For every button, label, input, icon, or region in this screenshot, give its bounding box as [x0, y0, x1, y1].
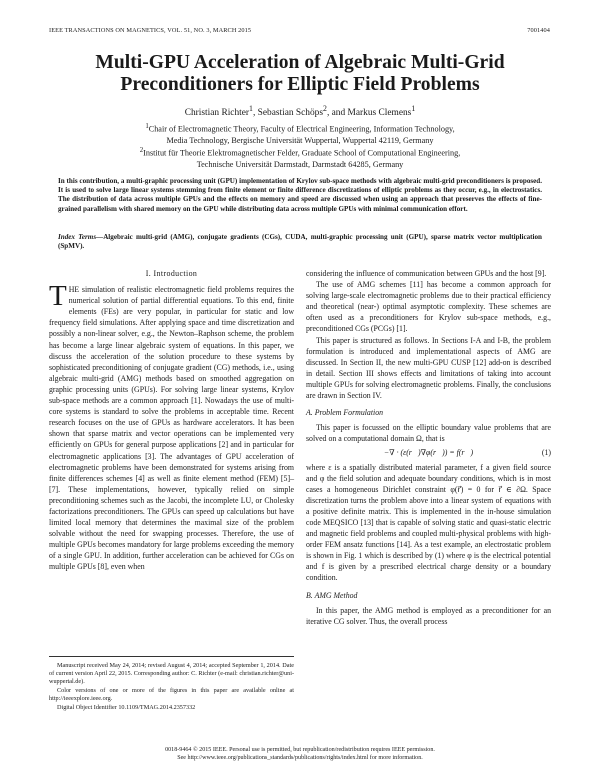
author-separator: , — [252, 108, 258, 119]
author-name: Sebastian Schöps — [257, 108, 324, 119]
affiliation-text: Institut für Theorie Elektromagnetischer Felder, Graduate School of Computational Engineering, — [143, 149, 461, 159]
equation — [306, 447, 551, 458]
index-terms-text: Algebraic multi-grid (AMG), conjugate gradients (CGs), CUDA, multi-graphic processing unit (GPU), sparse matrix vector multiplication (SpMV). — [58, 233, 542, 251]
body-paragraph: The use of AMG schemes [11] has become a common approach for solving large-scale electromagnetic problems due to their practical efficiency and theoretical (near-) optimal asymptotic complexity. These schemes are often used as a preconditioners for Krylov sub-space methods, e.g., preconditioned CGs (PCGs) [1]. — [306, 280, 551, 334]
index-terms — [58, 233, 542, 251]
body-paragraph: This paper is structured as follows. In Sections I-A and I-B, the problem formulation is introduced and implementational aspects of AMG are discussed. In Section II, the new multi-GPU CUSP [12] add-on is described in detail. Section III shows effects and limitations of taking into account multiple GPUs for solving electromagnetic problems. Finally, the conclusions are drawn in Section IV. — [306, 335, 551, 401]
author-affiliation-mark: 1 — [411, 104, 416, 113]
right-column — [306, 268, 551, 627]
author-separator: , and — [326, 108, 348, 119]
copyright-line: See http://www.ieee.org/publications_standards/publications/rights/index.html for more information. — [177, 755, 423, 762]
intro-paragraph — [49, 280, 294, 572]
affiliation-mark: 1 — [145, 123, 149, 130]
index-terms-label: Index Terms— — [58, 233, 104, 241]
article-number: 7001404 — [527, 27, 550, 34]
left-column — [49, 268, 294, 573]
subsection-heading: B. AMG Method — [306, 590, 358, 600]
affiliation-text: Chair of Electromagnetic Theory, Faculty of Electrical Engineering, Information Technology, — [148, 124, 455, 134]
body-paragraph: considering the influence of communication between GPUs and the host [9]. — [306, 269, 547, 278]
affiliation-mark: 2 — [139, 147, 144, 155]
author-list — [40, 104, 560, 118]
footnote-color: Color versions of one or more of the figures in this paper are available online at http://ieeexplore.ieee.org. — [49, 687, 294, 702]
footnote-rule — [49, 656, 294, 657]
copyright-notice — [40, 746, 560, 762]
affiliation-line: Media Technology, Bergische Universität Wuppertal, Wuppertal 42119, Germany — [166, 135, 434, 145]
abstract: In this contribution, a multi-graphic processing unit (GPU) implementation of Krylov sub-space methods with algebraic multi-grid preconditioners is proposed. It is used to solve large linear systems stemming from finite element or finite difference discretizations of elliptic problems as they occur, e.g., in electrostatics. The distribution of data across multiple GPUs and the effects on memory and speed are discussed when using an approach that preserves the effects of fine-grained parallelism with shared memory on the GPU while distributing data across multiple GPUs with minimal communication effort. — [58, 177, 542, 213]
drop-cap: T — [49, 280, 67, 313]
journal-header: IEEE TRANSACTIONS ON MAGNETICS, VOL. 51, NO. 3, MARCH 2015 — [49, 27, 252, 34]
equation-number: (1) — [541, 448, 551, 458]
affiliation-line: Technische Universität Darmstadt, Darmstadt 64285, Germany — [196, 159, 404, 169]
body-paragraph: where ε is a spatially distributed material parameter, f a given field source and φ the field solution and adequate boundary conditions, which is in most cases a homogeneous Dirichlet constraint φ(r⃗) = 0 for r⃗ ∈ ∂Ω. Space discretization turns the problem above into a linear system of equations with a positive definite matrix. This is implemented in the in-house simulation code MEQSICO [13] that is capable of solving static and quasi-static electric and magnetic field problems and coupled multi-physical problems with high-order FEM ansatz functions [14]. As a test example, an electrostatic problem is shown in Fig. 1 which is described by (1) where φ is the electrical potential and f is given by a prescribed electrical charge density or a boundary condition. — [306, 462, 551, 583]
footnote-doi: Digital Object Identifier 10.1109/TMAG.2014.2357332 — [57, 704, 196, 711]
footnote-received: Manuscript received May 24, 2014; revised August 4, 2014; accepted September 1, 2014. Date of current version April 22, 2015. Corresponding author: C. Richter (e-mail: christian.richter@uni-wuppertal.de). — [49, 662, 294, 685]
footnote — [49, 656, 294, 713]
paper-title: Multi-GPU Acceleration of Algebraic Multi-Grid Preconditioners for Elliptic Field Problems — [95, 52, 505, 95]
section-heading: I. Introduction — [145, 269, 198, 278]
copyright-line: 0018-9464 © 2015 IEEE. Personal use is permitted, but republication/redistribution requires IEEE permission. — [165, 747, 435, 753]
affiliation-line — [40, 146, 560, 160]
intro-text: HE simulation of realistic electromagnetic field problems requires the numerical solution of partial differential equations. To this end, finite elements (FEs) are very popular, in particular for static and low frequency field simulations. After applying space and time discretization and possibly a non-linear solver, e.g., the Newton–Raphson scheme, the problem has become a large linear algebraic system of equations. In this paper, we discuss the acceleration of the solution procedure to these systems by sophisticated preconditioning of conjugate gradient (CG) methods, i.e., using algebraic multi-grid (AMG) methods based on smoothed aggregation on graphic processing units (GPUs). For solving large linear systems, Krylov sub-space methods are a common approach [1]. Nowadays the use of multi-core systems is standard to solve the problems in acceptable time. Recent research focuses on the use of GPUs as hardware accelerators. It has been shown that sparse matrix and vector operations can be implemented very efficiently on GPUs for general purpose applications [2] and in particular for electromagnetic applications [3]. The advantages of GPU acceleration of electromagnetic problems have been demonstrated for systems arising from finite differences schemes [4] as well as finite element method (FEM) [5]–[7]. These implementations, however, typically relied on simple preconditioning schemes such as the Jacobi, the incomplete LU, or Cholesky factorizations preconditioners. The GPUs can speed up calculations but have limited local memory that determines the maximal size of the problem solvable without the need for swapping processes. Therefore, the use of multiple GPUs becomes mandatory for large problems exceeding the memory of a single GPU. In addition, further acceleration can be achieved for CGs on multiple GPUs [8], even when — [49, 285, 294, 572]
author-affiliation-mark: 1 — [249, 104, 253, 113]
author-affiliation-mark: 2 — [323, 104, 327, 113]
running-header — [49, 27, 550, 34]
affiliations — [40, 122, 560, 171]
author-name: Markus Clemens — [347, 108, 412, 119]
subsection-heading: A. Problem Formulation — [306, 408, 384, 418]
equation-body: −∇ · (ε(r⃗)∇φ(r⃗)) = f(r⃗) — [383, 448, 474, 458]
body-paragraph: In this paper, the AMG method is employed as a preconditioner for an iterative CG solver. Thus, the overall process — [306, 605, 551, 626]
affiliation-line — [40, 122, 560, 136]
body-paragraph: This paper is focussed on the elliptic boundary value problems that are solved on a computational domain Ω, that is — [306, 423, 551, 444]
author-name: Christian Richter — [184, 108, 250, 119]
